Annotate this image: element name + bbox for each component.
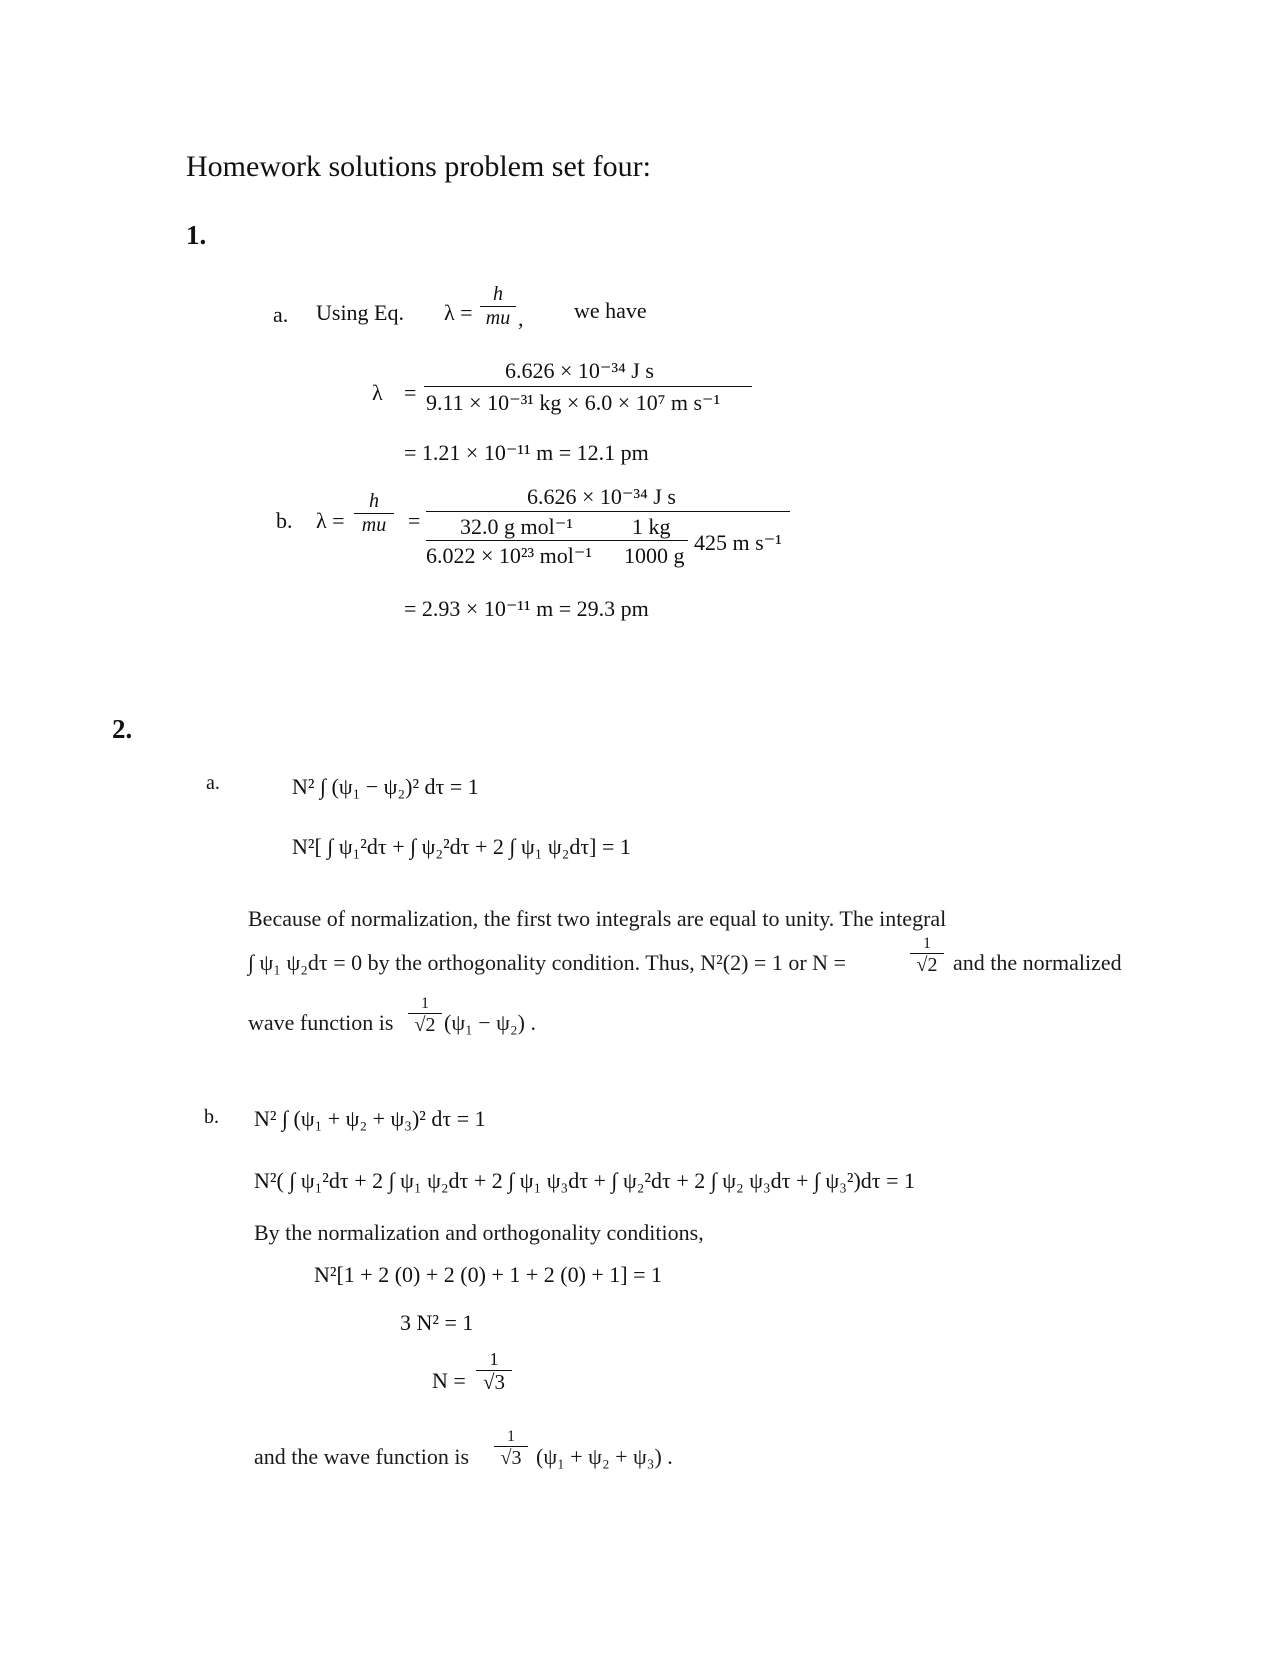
p2a-frac-den: √2: [916, 953, 938, 976]
p2b-frac-num: 1: [494, 1428, 528, 1447]
p2b-frac-den: √3: [500, 1446, 522, 1469]
p1a-lambda: λ: [372, 380, 383, 405]
p1a-after: we have: [574, 298, 647, 323]
p1b-inner-den-2: 1000 g: [624, 543, 685, 568]
p1a-numerator: 6.626 × 10⁻³⁴ J s: [505, 358, 654, 383]
p1a-formula-lhs: λ =: [444, 300, 473, 325]
p1b-inner-bar-1: [426, 540, 624, 541]
p1a-denominator: 9.11 × 10⁻³¹ kg × 6.0 × 10⁷ m s⁻¹: [426, 390, 721, 415]
p1b-lhs-fraction: [354, 490, 394, 537]
p2a-label: a.: [206, 772, 220, 794]
p1b-result: = 2.93 × 10⁻¹¹ m = 29.3 pm: [404, 596, 649, 621]
p1b-lhs: λ =: [316, 508, 345, 533]
p1a-intro: Using Eq.: [316, 300, 404, 325]
p2a-frac: [910, 935, 944, 976]
p1b-label: b.: [276, 508, 293, 533]
page-title: Homework solutions problem set four:: [186, 150, 651, 183]
p2a-eq2: N²[ ∫ ψ₁²dτ + ∫ ψ₂²dτ + 2 ∫ ψ₁ ψ₂dτ] = 1: [292, 834, 631, 859]
p1a-result: = 1.21 × 10⁻¹¹ m = 12.1 pm: [404, 440, 649, 465]
problem-1-number: 1.: [186, 220, 207, 250]
p1b-fraction-bar: [426, 511, 790, 512]
p2a-frac2-den: √2: [414, 1013, 436, 1036]
p1b-inner-num-1: 32.0 g mol⁻¹: [460, 514, 573, 539]
p2b-eq5-lhs: N =: [432, 1368, 466, 1393]
p2b-eq2: N²( ∫ ψ₁²dτ + 2 ∫ ψ₁ ψ₂dτ + 2 ∫ ψ₁ ψ₃dτ + ∫ ψ₂²dτ + 2 ∫ ψ₂ ψ₃dτ + ∫ ψ₃²)dτ = 1: [254, 1168, 916, 1193]
p2b-eq5-num: 1: [476, 1350, 512, 1371]
p1a-fraction-bar: [424, 386, 752, 387]
p2b-frac: [494, 1428, 528, 1469]
p1a-formula-den: mu: [485, 307, 511, 329]
p2a-text2b: and the normalized: [953, 950, 1122, 975]
p2a-eq1: N² ∫ (ψ₁ − ψ₂)² dτ = 1: [292, 774, 479, 799]
p2b-eq1: N² ∫ (ψ₁ + ψ₂ + ψ₃)² dτ = 1: [254, 1106, 486, 1131]
p2a-frac2: [408, 995, 442, 1036]
p1b-inner-bar-2: [624, 540, 688, 541]
problem-2-number: 2.: [112, 714, 133, 744]
p1b-inner-den-1: 6.022 × 10²³ mol⁻¹: [426, 543, 593, 568]
p2b-label: b.: [204, 1106, 219, 1128]
p2b-eq5-den: √3: [482, 1369, 506, 1394]
p1b-inner-num-2: 1 kg: [632, 514, 671, 539]
p2b-eq5-frac: [476, 1350, 512, 1394]
p1b-velocity: 425 m s⁻¹: [694, 530, 782, 555]
p1a-formula-punct: ,: [518, 306, 524, 331]
p2b-text2a: and the wave function is: [254, 1444, 470, 1469]
p1b-lhs-num: h: [354, 490, 394, 514]
p2b-eq4: 3 N² = 1: [400, 1310, 474, 1335]
p1a-label: a.: [273, 302, 289, 327]
p2b-text1: By the normalization and orthogonality conditions,: [254, 1220, 704, 1245]
p1a-formula: [480, 283, 516, 330]
p1a-equals: =: [404, 380, 417, 405]
p1b-numerator: 6.626 × 10⁻³⁴ J s: [527, 484, 676, 509]
p2a-text2a: ∫ ψ₁ ψ₂dτ = 0 by the orthogonality condition. Thus, N²(2) = 1 or N =: [248, 950, 846, 975]
p2b-text2b: (ψ₁ + ψ₂ + ψ₃) .: [536, 1444, 673, 1469]
p2a-frac2-num: 1: [408, 995, 442, 1014]
p1b-lhs-den: mu: [361, 514, 387, 536]
p1b-equals: =: [408, 508, 421, 533]
p2a-text3b: (ψ₁ − ψ₂) .: [444, 1010, 536, 1035]
p2a-text1: Because of normalization, the first two integrals are equal to unity. The integral: [248, 906, 947, 931]
p2b-eq3: N²[1 + 2 (0) + 2 (0) + 1 + 2 (0) + 1] = 1: [314, 1262, 663, 1287]
p2a-frac-num: 1: [910, 935, 944, 954]
p1a-formula-num: h: [480, 283, 516, 307]
p2a-text3a: wave function is: [248, 1010, 394, 1035]
